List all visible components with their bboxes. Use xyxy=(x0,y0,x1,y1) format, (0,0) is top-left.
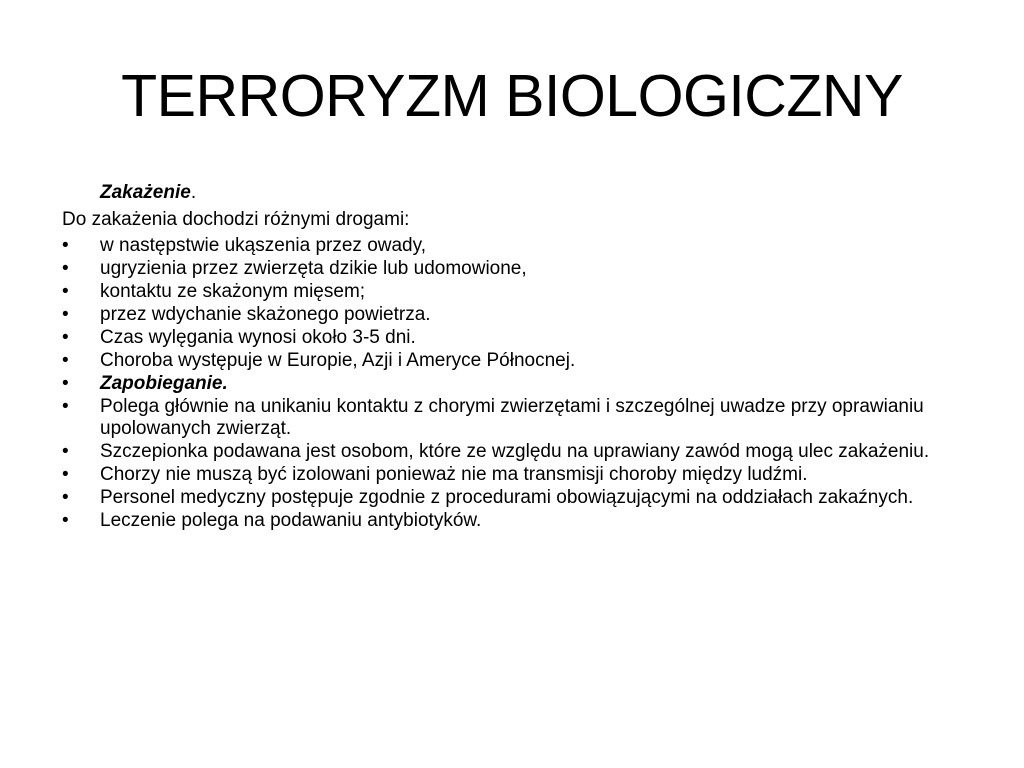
list-item xyxy=(62,396,972,439)
list-item-text: Choroba występuje w Europie, Azji i Ameryce Północnej. xyxy=(100,350,576,371)
list-item xyxy=(62,510,972,532)
list-item-text: Polega głównie na unikaniu kontaktu z chorymi zwierzętami i szczególnej uwadze przy oprawianiu upolowanych zwierząt. xyxy=(100,396,924,439)
bullet-icon: • xyxy=(62,486,69,508)
list-item xyxy=(62,235,972,257)
bullet-list xyxy=(62,235,972,531)
list-item xyxy=(62,304,972,326)
list-item-text: Czas wylęgania wynosi około 3-5 dni. xyxy=(100,327,416,348)
subheading-infection xyxy=(62,180,972,207)
bullet-icon: • xyxy=(62,373,69,394)
list-item xyxy=(62,327,972,349)
subheading-text: Zakażenie xyxy=(100,182,191,203)
list-item xyxy=(62,281,972,303)
list-item-text: Leczenie polega na podawaniu antybiotyków. xyxy=(100,509,482,531)
list-item-text: przez wdychanie skażonego powietrza. xyxy=(100,304,431,325)
list-item xyxy=(62,464,972,486)
list-item xyxy=(62,350,972,372)
subheading-period: . xyxy=(190,182,197,203)
list-item-text: kontaktu ze skażonym mięsem; xyxy=(100,281,366,302)
bullet-icon: • xyxy=(62,396,69,417)
bullet-icon: • xyxy=(62,235,69,256)
list-item xyxy=(62,258,972,280)
bullet-icon: • xyxy=(62,258,69,279)
bullet-icon: • xyxy=(62,304,69,325)
slide-title: TERRORYZM BIOLOGICZNY xyxy=(121,63,903,129)
bullet-icon: • xyxy=(62,281,69,302)
list-item-text: Personel medyczny postępuje zgodnie z procedurami obowiązującymi na oddziałach zakaźnych. xyxy=(100,486,914,508)
bullet-icon: • xyxy=(62,509,69,531)
intro-text: Do zakażenia dochodzi różnymi drogami: xyxy=(62,209,410,230)
list-item xyxy=(62,441,972,463)
list-item-prevention-heading xyxy=(62,373,972,395)
list-item-text: ugryzienia przez zwierzęta dzikie lub udomowione, xyxy=(100,258,527,279)
bullet-icon: • xyxy=(62,463,69,485)
list-item-text: Szczepionka podawana jest osobom, które ze względu na uprawiany zawód mogą ulec zakażeniu. xyxy=(100,440,930,462)
list-item-text: Zapobieganie. xyxy=(100,373,228,394)
bullet-icon: • xyxy=(62,350,69,371)
list-item-text: Chorzy nie muszą być izolowani ponieważ nie ma transmisji choroby między ludźmi. xyxy=(100,463,808,485)
bullet-icon: • xyxy=(62,327,69,348)
bullet-icon: • xyxy=(62,440,69,462)
list-item-text: w następstwie ukąszenia przez owady, xyxy=(100,235,426,256)
list-item xyxy=(62,487,972,509)
slide-body xyxy=(62,180,972,533)
